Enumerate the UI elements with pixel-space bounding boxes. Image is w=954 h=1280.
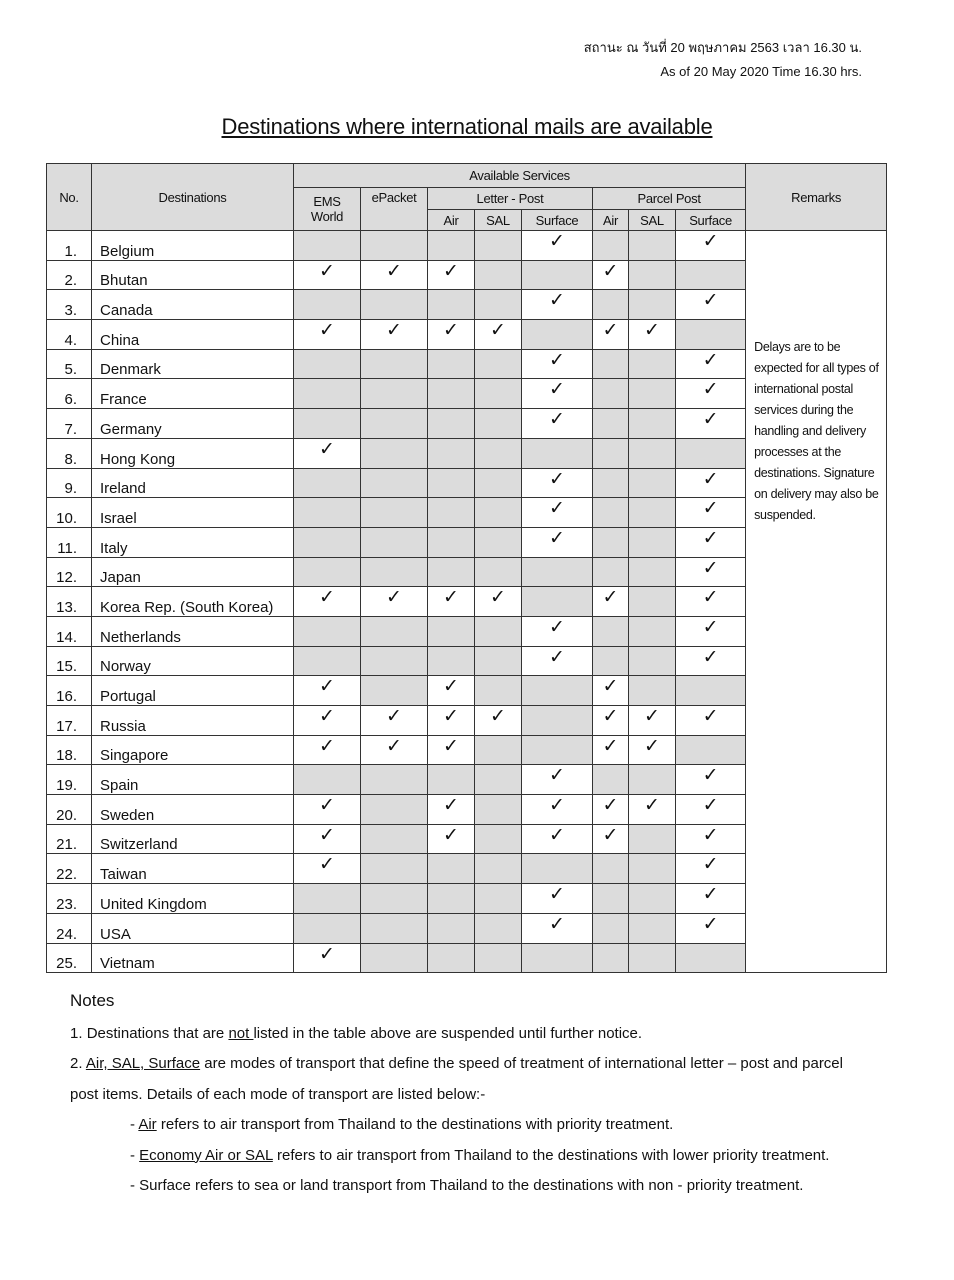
table-row: [47, 231, 887, 261]
service-unavailable-cell: [361, 646, 428, 676]
service-available-check: ✓: [294, 438, 361, 468]
service-unavailable-cell: [522, 557, 593, 587]
service-unavailable-cell: [593, 349, 629, 379]
service-available-check: ✓: [522, 231, 593, 261]
destination-name: Russia: [92, 706, 294, 736]
service-unavailable-cell: [361, 379, 428, 409]
service-unavailable-cell: [361, 913, 428, 943]
service-available-check: ✓: [522, 795, 593, 825]
row-number: 5.: [47, 349, 92, 379]
service-available-check: ✓: [294, 824, 361, 854]
service-unavailable-cell: [361, 527, 428, 557]
note-air: - Air refers to air transport from Thailand to the destinations with priority treatment.: [130, 1116, 674, 1133]
service-unavailable-cell: [428, 884, 475, 914]
service-unavailable-cell: [475, 735, 522, 765]
service-unavailable-cell: [475, 557, 522, 587]
service-unavailable-cell: [593, 438, 629, 468]
service-unavailable-cell: [475, 349, 522, 379]
service-available-check: ✓: [361, 260, 428, 290]
service-available-check: ✓: [593, 676, 629, 706]
header-destinations: Destinations: [92, 164, 294, 231]
service-available-check: ✓: [676, 231, 746, 261]
service-available-check: ✓: [428, 795, 475, 825]
status-english: As of 20 May 2020 Time 16.30 hrs.: [660, 64, 862, 79]
service-unavailable-cell: [361, 468, 428, 498]
service-available-check: ✓: [294, 260, 361, 290]
service-unavailable-cell: [294, 527, 361, 557]
service-unavailable-cell: [629, 646, 676, 676]
service-available-check: ✓: [593, 795, 629, 825]
service-available-check: ✓: [361, 587, 428, 617]
service-available-check: ✓: [676, 616, 746, 646]
service-available-check: ✓: [361, 735, 428, 765]
service-unavailable-cell: [475, 913, 522, 943]
service-unavailable-cell: [629, 616, 676, 646]
row-number: 21.: [47, 824, 92, 854]
header-letter-air: Air: [428, 210, 475, 231]
service-available-check: ✓: [593, 735, 629, 765]
note-sal: - Economy Air or SAL refers to air transport from Thailand to the destinations with lower priority treatment.: [130, 1146, 830, 1164]
service-available-check: ✓: [522, 913, 593, 943]
service-available-check: ✓: [294, 943, 361, 973]
service-available-check: ✓: [522, 527, 593, 557]
service-available-check: ✓: [522, 468, 593, 498]
service-unavailable-cell: [629, 468, 676, 498]
service-available-check: ✓: [294, 676, 361, 706]
notes-section: [70, 986, 870, 1202]
service-unavailable-cell: [428, 943, 475, 973]
service-unavailable-cell: [361, 854, 428, 884]
service-available-check: ✓: [593, 260, 629, 290]
service-unavailable-cell: [428, 646, 475, 676]
service-unavailable-cell: [475, 676, 522, 706]
service-unavailable-cell: [361, 765, 428, 795]
status-thai: สถานะ ณ วันที่ 20 พฤษภาคม 2563 เวลา 16.30 น.: [583, 40, 862, 55]
service-unavailable-cell: [475, 290, 522, 320]
destination-name: Norway: [92, 646, 294, 676]
service-unavailable-cell: [294, 290, 361, 320]
service-unavailable-cell: [629, 409, 676, 439]
service-available-check: ✓: [629, 735, 676, 765]
service-unavailable-cell: [629, 943, 676, 973]
service-available-check: ✓: [676, 795, 746, 825]
note-2: 2. Air, SAL, Surface are modes of transport that define the speed of treatment of international letter – post and parcel post items. Details of each mode of transport are listed below:-: [70, 1055, 843, 1103]
service-unavailable-cell: [522, 854, 593, 884]
service-unavailable-cell: [428, 379, 475, 409]
notes-heading: Notes: [70, 991, 115, 1010]
header-letter-surface: Surface: [522, 210, 593, 231]
note-surface: - Surface refers to sea or land transport from Thailand to the destinations with non - priority treatment.: [130, 1177, 804, 1194]
service-unavailable-cell: [676, 676, 746, 706]
service-available-check: ✓: [676, 646, 746, 676]
service-unavailable-cell: [522, 587, 593, 617]
destination-name: France: [92, 379, 294, 409]
header-available-services: Available Services: [294, 164, 746, 188]
header-letter-post: Letter - Post: [428, 188, 593, 210]
service-unavailable-cell: [294, 884, 361, 914]
service-unavailable-cell: [629, 527, 676, 557]
destination-name: Korea Rep. (South Korea): [92, 587, 294, 617]
service-unavailable-cell: [428, 557, 475, 587]
service-unavailable-cell: [475, 943, 522, 973]
service-available-check: ✓: [522, 884, 593, 914]
service-available-check: ✓: [294, 854, 361, 884]
service-unavailable-cell: [428, 913, 475, 943]
service-unavailable-cell: [629, 676, 676, 706]
service-unavailable-cell: [629, 231, 676, 261]
service-unavailable-cell: [593, 854, 629, 884]
header-no: No.: [47, 164, 92, 231]
status-timestamp: [584, 36, 862, 84]
service-unavailable-cell: [629, 349, 676, 379]
service-unavailable-cell: [629, 379, 676, 409]
destination-name: Bhutan: [92, 260, 294, 290]
service-unavailable-cell: [475, 795, 522, 825]
service-unavailable-cell: [294, 231, 361, 261]
row-number: 9.: [47, 468, 92, 498]
service-available-check: ✓: [676, 468, 746, 498]
page-title: Destinations where international mails are available: [221, 114, 713, 139]
service-unavailable-cell: [294, 765, 361, 795]
service-available-check: ✓: [522, 498, 593, 528]
destination-name: Denmark: [92, 349, 294, 379]
destination-name: Switzerland: [92, 824, 294, 854]
service-available-check: ✓: [676, 587, 746, 617]
service-unavailable-cell: [294, 913, 361, 943]
row-number: 22.: [47, 854, 92, 884]
service-available-check: ✓: [294, 706, 361, 736]
service-available-check: ✓: [629, 320, 676, 350]
service-available-check: ✓: [676, 824, 746, 854]
service-unavailable-cell: [629, 913, 676, 943]
service-available-check: ✓: [676, 349, 746, 379]
service-unavailable-cell: [475, 527, 522, 557]
row-number: 13.: [47, 587, 92, 617]
destination-name: Hong Kong: [92, 438, 294, 468]
service-unavailable-cell: [428, 290, 475, 320]
service-available-check: ✓: [428, 824, 475, 854]
row-number: 4.: [47, 320, 92, 350]
service-unavailable-cell: [294, 349, 361, 379]
service-unavailable-cell: [428, 231, 475, 261]
service-unavailable-cell: [522, 735, 593, 765]
service-unavailable-cell: [294, 379, 361, 409]
service-unavailable-cell: [522, 706, 593, 736]
service-available-check: ✓: [522, 409, 593, 439]
header-epacket: ePacket: [361, 188, 428, 231]
service-unavailable-cell: [676, 943, 746, 973]
service-available-check: ✓: [475, 587, 522, 617]
service-available-check: ✓: [361, 320, 428, 350]
service-unavailable-cell: [428, 438, 475, 468]
service-unavailable-cell: [593, 616, 629, 646]
table-body: [47, 231, 887, 973]
service-unavailable-cell: [361, 943, 428, 973]
service-unavailable-cell: [428, 468, 475, 498]
service-unavailable-cell: [428, 616, 475, 646]
row-number: 17.: [47, 706, 92, 736]
row-number: 15.: [47, 646, 92, 676]
service-unavailable-cell: [676, 735, 746, 765]
service-unavailable-cell: [629, 260, 676, 290]
service-available-check: ✓: [676, 884, 746, 914]
service-unavailable-cell: [361, 231, 428, 261]
service-available-check: ✓: [294, 795, 361, 825]
service-available-check: ✓: [676, 379, 746, 409]
service-available-check: ✓: [629, 706, 676, 736]
header-parcel-sal: SAL: [629, 210, 676, 231]
service-available-check: ✓: [475, 706, 522, 736]
service-available-check: ✓: [522, 290, 593, 320]
destinations-table: [46, 163, 887, 973]
service-unavailable-cell: [522, 260, 593, 290]
service-unavailable-cell: [629, 854, 676, 884]
service-available-check: ✓: [428, 260, 475, 290]
row-number: 24.: [47, 913, 92, 943]
destination-name: Japan: [92, 557, 294, 587]
service-unavailable-cell: [361, 795, 428, 825]
service-unavailable-cell: [593, 231, 629, 261]
service-unavailable-cell: [629, 438, 676, 468]
row-number: 6.: [47, 379, 92, 409]
service-unavailable-cell: [475, 616, 522, 646]
service-unavailable-cell: [294, 557, 361, 587]
service-unavailable-cell: [593, 468, 629, 498]
service-available-check: ✓: [522, 646, 593, 676]
service-unavailable-cell: [629, 824, 676, 854]
destination-name: Taiwan: [92, 854, 294, 884]
service-unavailable-cell: [593, 913, 629, 943]
service-unavailable-cell: [294, 468, 361, 498]
service-unavailable-cell: [629, 498, 676, 528]
service-unavailable-cell: [629, 557, 676, 587]
service-unavailable-cell: [428, 854, 475, 884]
service-unavailable-cell: [428, 349, 475, 379]
row-number: 10.: [47, 498, 92, 528]
service-available-check: ✓: [593, 706, 629, 736]
service-unavailable-cell: [361, 616, 428, 646]
service-unavailable-cell: [428, 498, 475, 528]
service-available-check: ✓: [522, 824, 593, 854]
service-unavailable-cell: [294, 646, 361, 676]
row-number: 8.: [47, 438, 92, 468]
service-available-check: ✓: [676, 290, 746, 320]
header-remarks: Remarks: [746, 164, 887, 231]
service-unavailable-cell: [294, 498, 361, 528]
service-unavailable-cell: [361, 290, 428, 320]
service-unavailable-cell: [522, 438, 593, 468]
service-unavailable-cell: [522, 320, 593, 350]
service-unavailable-cell: [475, 379, 522, 409]
service-available-check: ✓: [593, 824, 629, 854]
row-number: 20.: [47, 795, 92, 825]
service-unavailable-cell: [475, 438, 522, 468]
row-number: 19.: [47, 765, 92, 795]
remarks-text: Delays are to be expected for all types of international postal services during the handling and delivery processes at the destinations. Signature on delivery may also be suspended.: [746, 231, 887, 973]
service-unavailable-cell: [428, 527, 475, 557]
destination-name: Israel: [92, 498, 294, 528]
row-number: 14.: [47, 616, 92, 646]
service-available-check: ✓: [428, 735, 475, 765]
header-parcel-surface: Surface: [676, 210, 746, 231]
service-unavailable-cell: [593, 379, 629, 409]
service-available-check: ✓: [676, 557, 746, 587]
service-unavailable-cell: [475, 409, 522, 439]
service-available-check: ✓: [676, 409, 746, 439]
destination-name: China: [92, 320, 294, 350]
header-ems-world: EMS World: [294, 188, 361, 231]
service-unavailable-cell: [361, 557, 428, 587]
row-number: 7.: [47, 409, 92, 439]
service-unavailable-cell: [676, 320, 746, 350]
service-unavailable-cell: [361, 498, 428, 528]
service-available-check: ✓: [294, 320, 361, 350]
service-available-check: ✓: [428, 320, 475, 350]
row-number: 16.: [47, 676, 92, 706]
service-unavailable-cell: [475, 498, 522, 528]
service-unavailable-cell: [361, 438, 428, 468]
row-number: 23.: [47, 884, 92, 914]
service-unavailable-cell: [428, 765, 475, 795]
service-unavailable-cell: [629, 884, 676, 914]
service-unavailable-cell: [629, 587, 676, 617]
service-available-check: ✓: [676, 706, 746, 736]
service-unavailable-cell: [593, 557, 629, 587]
service-unavailable-cell: [475, 468, 522, 498]
destination-name: Spain: [92, 765, 294, 795]
service-available-check: ✓: [428, 706, 475, 736]
destination-name: Vietnam: [92, 943, 294, 973]
row-number: 1.: [47, 231, 92, 261]
service-unavailable-cell: [593, 290, 629, 320]
service-unavailable-cell: [475, 824, 522, 854]
destination-name: Canada: [92, 290, 294, 320]
service-available-check: ✓: [428, 587, 475, 617]
row-number: 2.: [47, 260, 92, 290]
service-available-check: ✓: [428, 676, 475, 706]
service-unavailable-cell: [676, 438, 746, 468]
service-available-check: ✓: [522, 765, 593, 795]
service-available-check: ✓: [676, 527, 746, 557]
service-unavailable-cell: [475, 260, 522, 290]
service-unavailable-cell: [294, 616, 361, 646]
row-number: 12.: [47, 557, 92, 587]
service-unavailable-cell: [676, 260, 746, 290]
service-unavailable-cell: [593, 765, 629, 795]
row-number: 11.: [47, 527, 92, 557]
destination-name: Sweden: [92, 795, 294, 825]
service-available-check: ✓: [593, 320, 629, 350]
service-unavailable-cell: [593, 527, 629, 557]
service-unavailable-cell: [593, 409, 629, 439]
destination-name: Germany: [92, 409, 294, 439]
destination-name: Singapore: [92, 735, 294, 765]
destination-name: USA: [92, 913, 294, 943]
destination-name: Ireland: [92, 468, 294, 498]
row-number: 25.: [47, 943, 92, 973]
header-parcel-air: Air: [593, 210, 629, 231]
service-unavailable-cell: [593, 884, 629, 914]
service-available-check: ✓: [522, 616, 593, 646]
service-available-check: ✓: [676, 854, 746, 884]
service-available-check: ✓: [294, 735, 361, 765]
header-letter-sal: SAL: [475, 210, 522, 231]
service-available-check: ✓: [676, 498, 746, 528]
destination-name: United Kingdom: [92, 884, 294, 914]
service-unavailable-cell: [629, 290, 676, 320]
service-available-check: ✓: [593, 587, 629, 617]
service-unavailable-cell: [475, 765, 522, 795]
service-unavailable-cell: [522, 676, 593, 706]
service-unavailable-cell: [361, 824, 428, 854]
service-unavailable-cell: [475, 854, 522, 884]
service-unavailable-cell: [593, 498, 629, 528]
service-available-check: ✓: [522, 379, 593, 409]
row-number: 3.: [47, 290, 92, 320]
destination-name: Portugal: [92, 676, 294, 706]
service-unavailable-cell: [593, 646, 629, 676]
service-available-check: ✓: [361, 706, 428, 736]
service-available-check: ✓: [522, 349, 593, 379]
service-unavailable-cell: [428, 409, 475, 439]
service-unavailable-cell: [475, 231, 522, 261]
service-unavailable-cell: [361, 884, 428, 914]
header-parcel-post: Parcel Post: [593, 188, 746, 210]
service-unavailable-cell: [294, 409, 361, 439]
service-available-check: ✓: [294, 587, 361, 617]
destination-name: Italy: [92, 527, 294, 557]
service-unavailable-cell: [361, 676, 428, 706]
destination-name: Belgium: [92, 231, 294, 261]
note-1: 1. Destinations that are not listed in the table above are suspended until further notice.: [70, 1024, 643, 1042]
service-unavailable-cell: [593, 943, 629, 973]
service-unavailable-cell: [629, 765, 676, 795]
service-unavailable-cell: [361, 409, 428, 439]
service-available-check: ✓: [676, 913, 746, 943]
service-unavailable-cell: [475, 884, 522, 914]
destination-name: Netherlands: [92, 616, 294, 646]
row-number: 18.: [47, 735, 92, 765]
service-available-check: ✓: [629, 795, 676, 825]
service-available-check: ✓: [676, 765, 746, 795]
service-unavailable-cell: [475, 646, 522, 676]
service-unavailable-cell: [522, 943, 593, 973]
service-available-check: ✓: [475, 320, 522, 350]
service-unavailable-cell: [361, 349, 428, 379]
